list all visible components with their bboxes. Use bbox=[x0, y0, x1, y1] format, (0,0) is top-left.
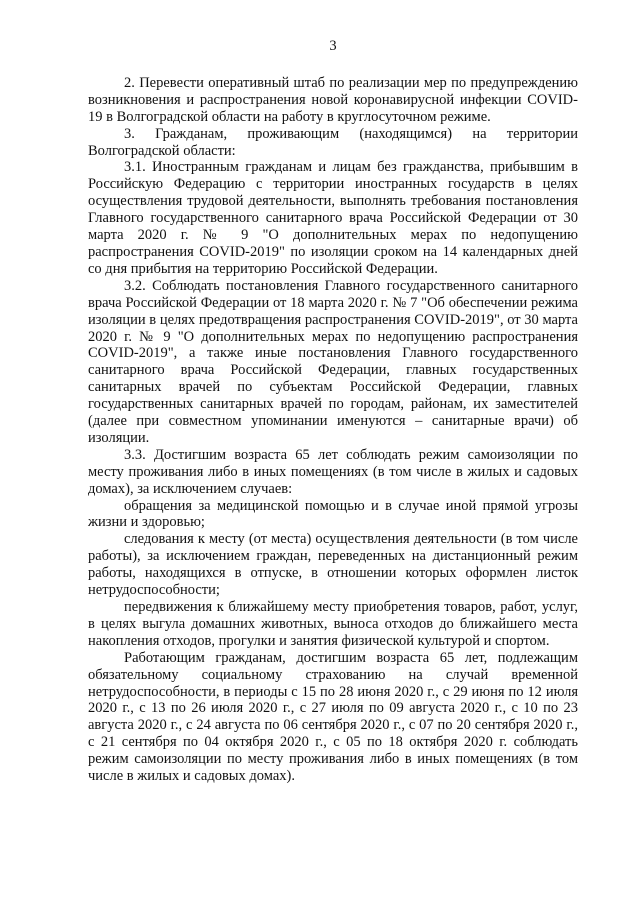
paragraph-3-2: 3.2. Соблюдать постановления Главного государственного санитарного врача Российской Федерации от 18 марта 2020 г. № 7 "Об обеспечении режима изоляции в целях предотвращения распространения COVID-2019", от 30 марта 2020 г. № 9 "О дополнительных мерах по недопущению распространения COVID-2019", а также иные постановления Главного государственного санитарного врача Российской Федерации, главных государственных санитарных врачей по субъектам Российской Федерации, главных государственных санитарных врачей по городам, районам, их заместителей (далее при совместном упоминании именуются – санитарные врачи) об изоляции. bbox=[88, 277, 578, 446]
page-number: 3 bbox=[329, 38, 337, 54]
paragraph-3-1: 3.1. Иностранным гражданам и лицам без гражданства, прибывшим в Российскую Федерацию с территории иностранных государств в целях осуществления трудовой деятельности, выполнять требования постановления Главного государственного санитарного врача Российской Федерации от 30 марта 2020 г. № 9 "О дополнительных мерах по недопущению распространения COVID-2019" по изоляции сроком на 14 календарных дней со дня прибытия на территорию Российской Федерации. bbox=[88, 159, 578, 277]
exception-work: следования к месту (от места) осуществления деятельности (в том числе работы), за исключением граждан, переведенных на дистанционный режим работы, находящихся в отпуске, в отношении которых оформлен листок нетрудоспособности; bbox=[88, 531, 578, 599]
exception-shopping: передвижения к ближайшему месту приобретения товаров, работ, услуг, в целях выгула домашних животных, выноса отходов до ближайшего места накопления отходов, прогулки и занятия физической культурой и спортом. bbox=[88, 599, 578, 649]
paragraph-2: 2. Перевести оперативный штаб по реализации мер по предупреждению возникновения и распространения новой коронавирусной инфекции COVID-19 в Волгоградской области на работу в круглосуточном режиме. bbox=[88, 74, 578, 125]
exception-medical: обращения за медицинской помощью и в случае иной прямой угрозы жизни и здоровью; bbox=[88, 497, 578, 531]
paragraph-working-citizens: Работающим гражданам, достигшим возраста 65 лет, подлежащим обязательному социальному страхованию на случай временной нетрудоспособности, в периоды с 15 по 28 июня 2020 г., с 29 июня по 12 июля 2020 г., с 13 по 26 июля 2020 г., с 27 июля по 09 августа 2020 г., с 10 по 23 августа 2020 г., с 24 августа по 06 сентября 2020 г., с 07 по 20 сентября 2020 г., с 21 сентября по 04 октября 2020 г., с 05 по 18 октября 2020 г. соблюдать режим самоизоляции по месту проживания либо в иных помещениях (в том числе в жилых и садовых домах). bbox=[88, 649, 578, 785]
paragraph-3-3: 3.3. Достигшим возраста 65 лет соблюдать режим самоизоляции по месту проживания либо в иных помещениях (в том числе в жилых и садовых домах), за исключением случаев: bbox=[88, 446, 578, 497]
paragraph-3: 3. Гражданам, проживающим (находящимся) на территории Волгоградской области: bbox=[88, 125, 578, 159]
